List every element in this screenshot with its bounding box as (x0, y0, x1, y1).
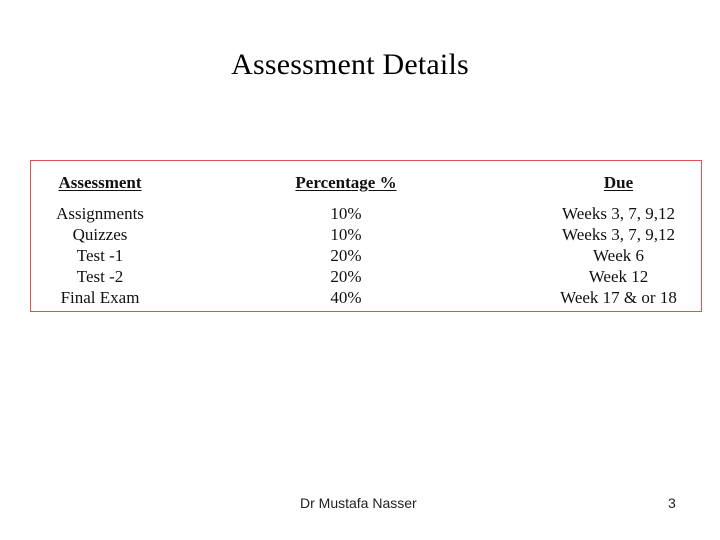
assessment-due: Week 12 (588, 267, 649, 286)
footer-author: Dr Mustafa Nasser (300, 495, 417, 511)
slide-title: Assessment Details (231, 48, 469, 81)
assessment-name: Final Exam (60, 288, 140, 307)
assessment-name: Test -1 (76, 246, 124, 265)
assessment-percentage: 10% (330, 225, 362, 244)
header-due: Due (603, 173, 634, 192)
assessment-name: Quizzes (72, 225, 128, 244)
assessment-percentage: 10% (330, 204, 362, 223)
table-row (31, 246, 701, 267)
table-row (31, 267, 701, 288)
table-row (31, 204, 701, 225)
header-assessment: Assessment (58, 173, 142, 192)
assessment-name: Test -2 (76, 267, 124, 286)
assessment-due: Weeks 3, 7, 9,12 (562, 225, 675, 244)
table-row (31, 225, 701, 246)
page-number: 3 (668, 495, 676, 511)
assessment-name: Assignments (56, 204, 144, 223)
assessment-table-frame (30, 160, 702, 312)
table-header-row (31, 173, 701, 194)
header-percentage: Percentage % (295, 173, 397, 192)
assessment-percentage: 20% (330, 246, 362, 265)
assessment-due: Week 6 (592, 246, 645, 265)
assessment-due: Weeks 3, 7, 9,12 (562, 204, 675, 223)
table-row (31, 288, 701, 309)
assessment-percentage: 40% (330, 288, 362, 307)
assessment-due: Week 17 & or 18 (560, 288, 677, 307)
assessment-percentage: 20% (330, 267, 362, 286)
